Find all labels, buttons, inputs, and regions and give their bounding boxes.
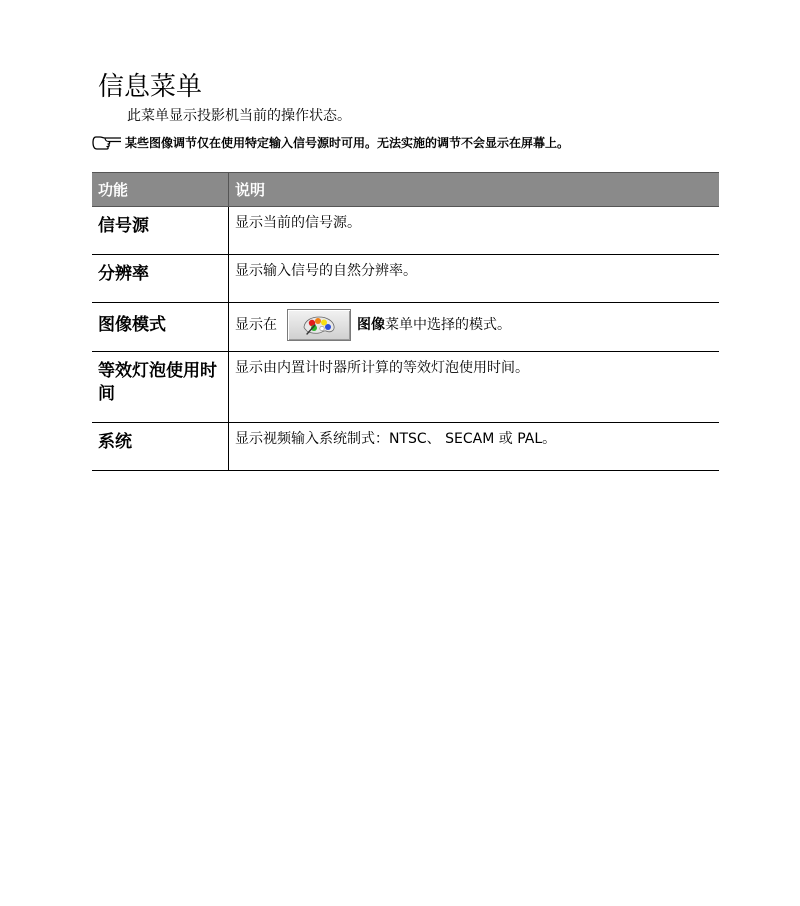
table-row [92, 303, 719, 352]
description-cell [229, 303, 720, 352]
description-cell: 显示由内置计时器所计算的等效灯泡使用时间。 [229, 352, 720, 423]
description-suffix: 菜单中选择的模式。 [385, 317, 511, 333]
function-cell: 等效灯泡使用时间 [92, 352, 229, 423]
picture-palette-icon [301, 314, 337, 336]
page-title: 信息菜单 [98, 72, 203, 102]
table-row [92, 423, 719, 471]
description-inline [235, 309, 713, 341]
picture-menu-button[interactable] [287, 309, 351, 341]
function-cell: 系统 [92, 423, 229, 471]
table-row [92, 352, 719, 423]
table-header-row [92, 173, 719, 207]
description-cell: 显示当前的信号源。 [229, 207, 720, 255]
description-term: 图像 [357, 317, 385, 333]
intro-text: 此菜单显示投影机当前的操作状态。 [127, 108, 351, 124]
info-table [92, 172, 719, 471]
table-row [92, 207, 719, 255]
pointing-hand-icon [92, 134, 122, 152]
column-header-description: 说明 [229, 173, 720, 207]
function-cell: 分辨率 [92, 255, 229, 303]
column-header-function: 功能 [92, 173, 229, 207]
function-cell: 图像模式 [92, 303, 229, 352]
description-prefix: 显示在 [235, 317, 277, 333]
note [92, 133, 569, 153]
description-cell: 显示视频输入系统制式：NTSC、 SECAM 或 PAL。 [229, 423, 720, 471]
table-row [92, 255, 719, 303]
note-text: 某些图像调节仅在使用特定输入信号源时可用。无法实施的调节不会显示在屏幕上。 [125, 136, 570, 150]
function-cell: 信号源 [92, 207, 229, 255]
description-cell: 显示输入信号的自然分辨率。 [229, 255, 720, 303]
